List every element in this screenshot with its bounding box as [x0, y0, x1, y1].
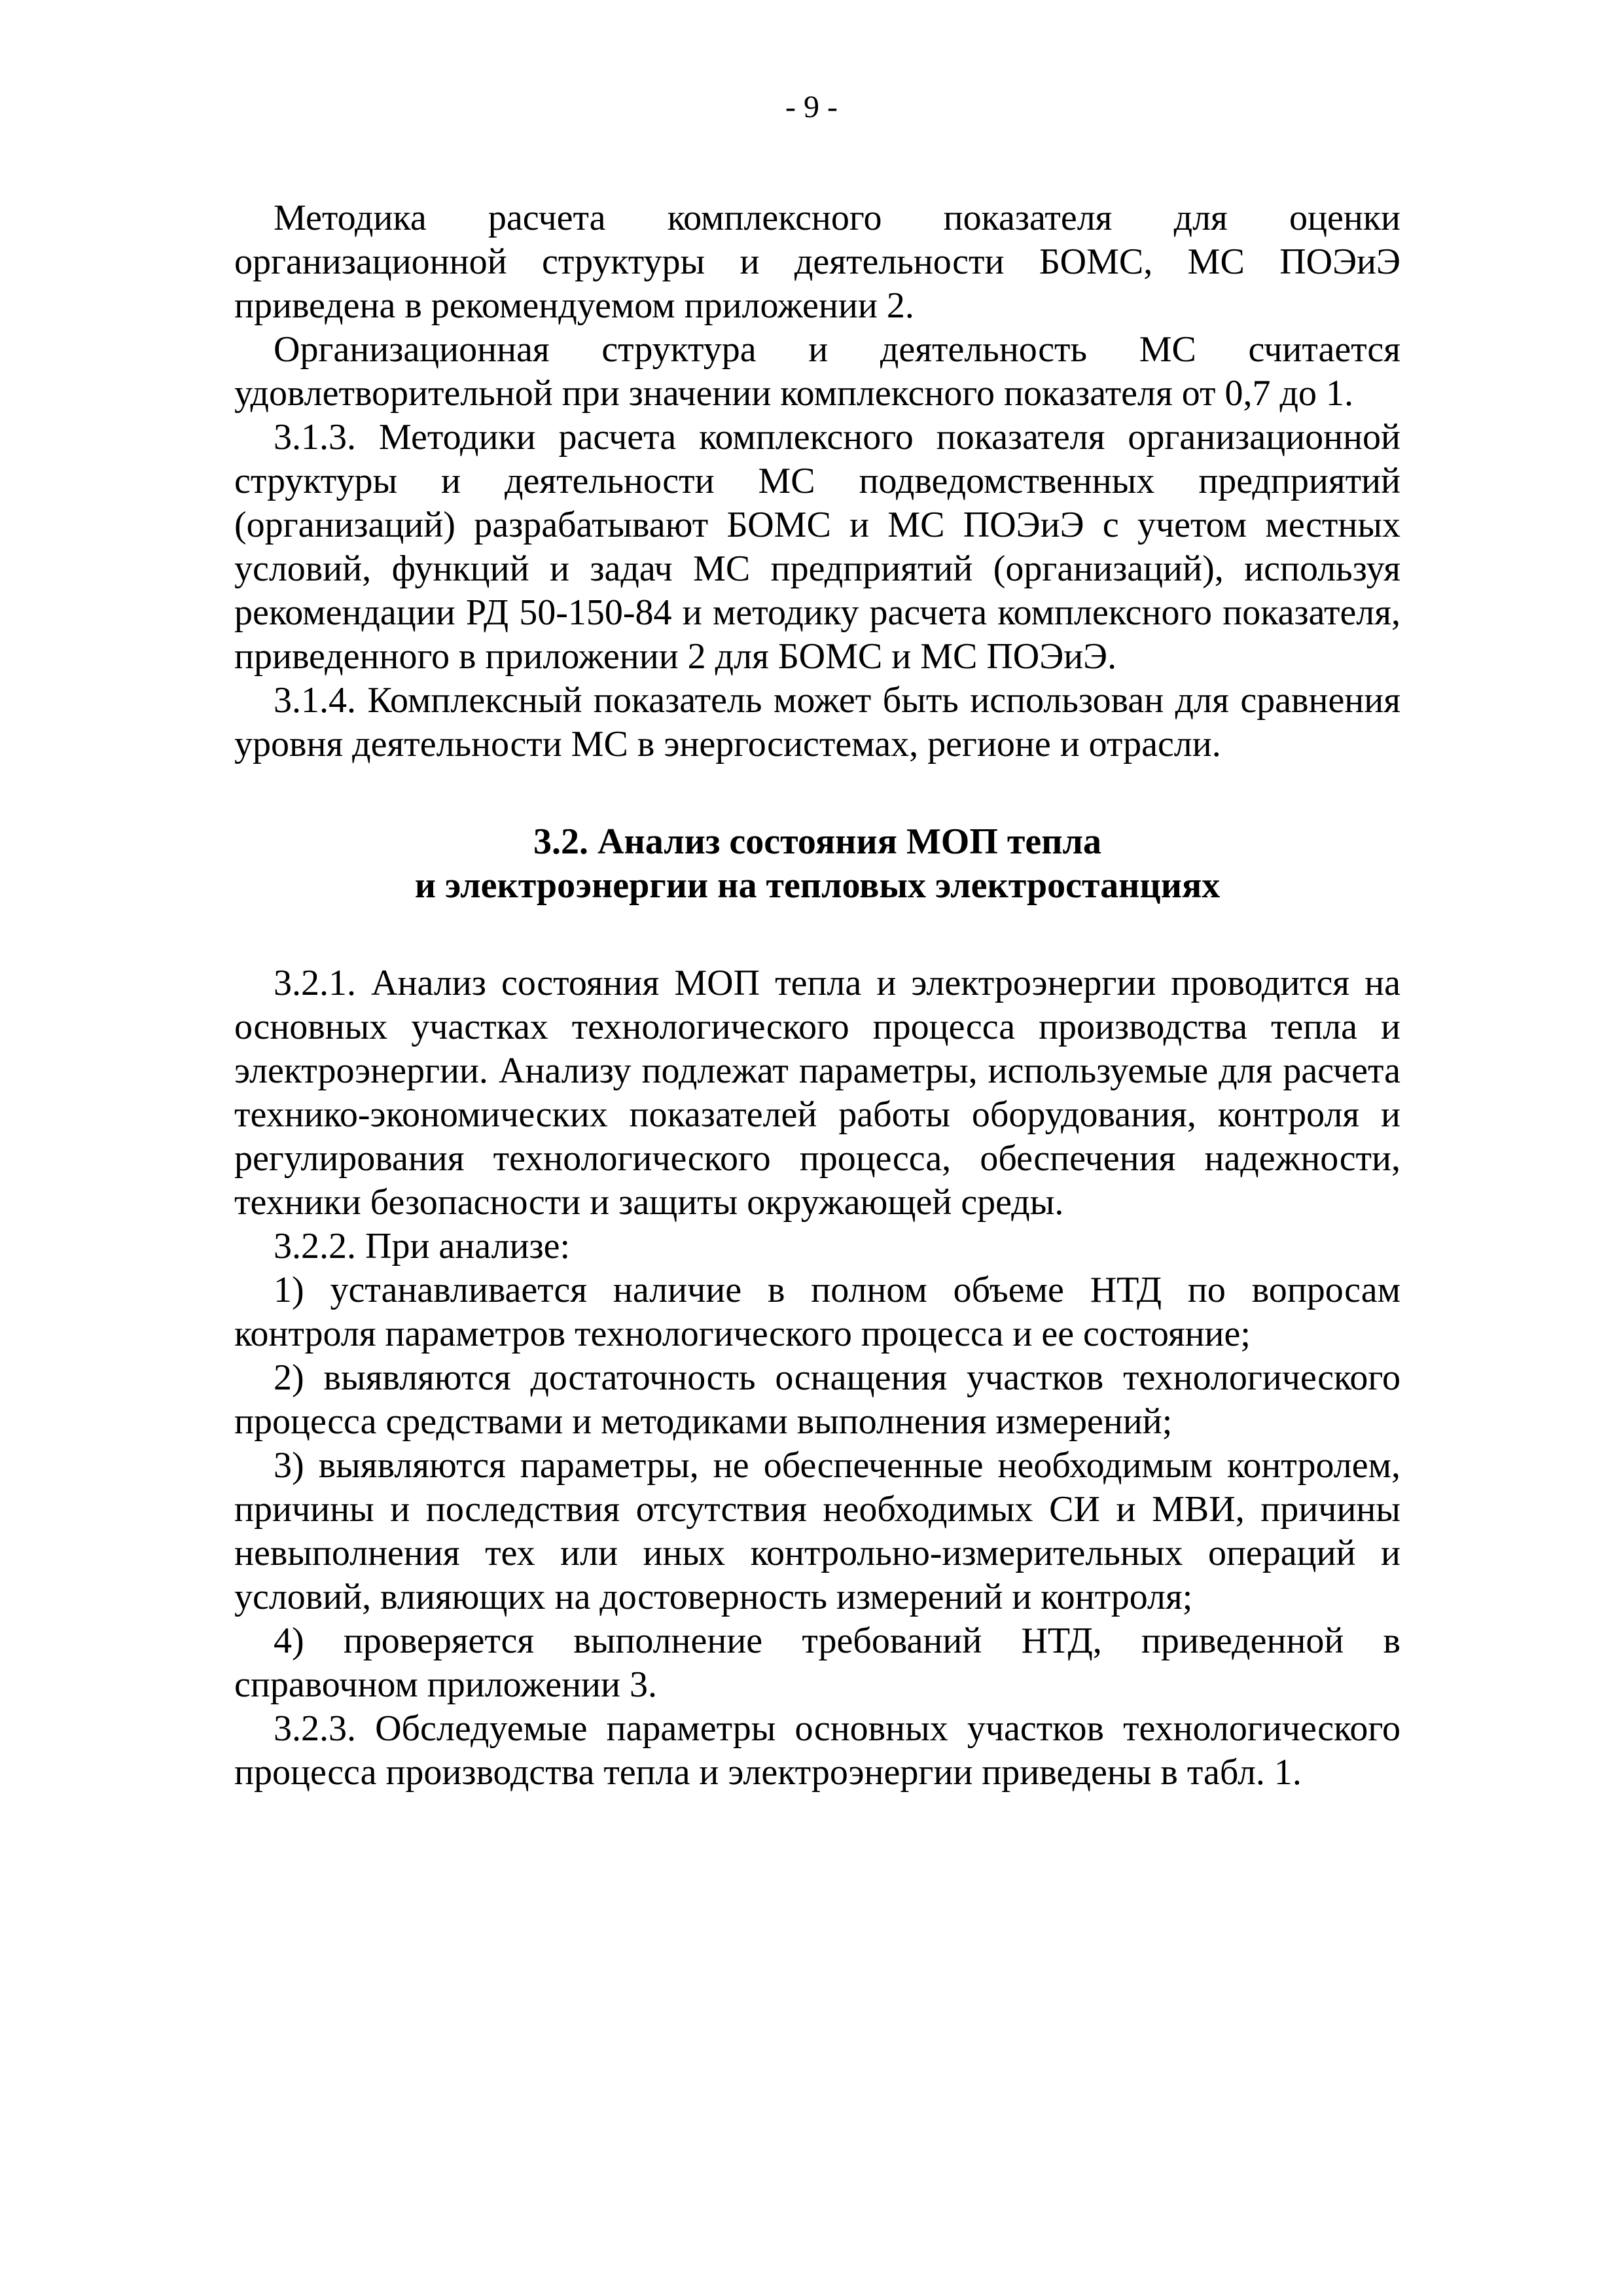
- document-body: [234, 196, 1400, 1795]
- paragraph-3-2-3: 3.2.3. Обследуемые параметры основных участков технологического процесса производства тепла и электроэнергии приведены в табл. 1.: [234, 1708, 1400, 1793]
- list-item-3: 3) выявляются параметры, не обеспеченные необходимым контролем, причины и последствия отсутствия необходимых СИ и МВИ, причины невыполнения тех или иных контрольно-измерительных операций и условий, влияющих на достоверность измерений и контроля;: [234, 1445, 1400, 1617]
- paragraph-3-1-4: 3.1.4. Комплексный показатель может быть использован для сравнения уровня деятельности МС в энергосистемах, регионе и отрасли.: [234, 680, 1400, 764]
- heading-spacer: [234, 908, 1400, 961]
- list-item-4: 4) проверяется выполнение требований НТД, приведенной в справочном приложении 3.: [234, 1621, 1400, 1705]
- paragraph-3-2-2: 3.2.2. При анализе:: [274, 1226, 571, 1266]
- paragraph-satisfactory: Организационная структура и деятельность МС считается удовлетворительной при значении комплексного показателя от 0,7 до 1.: [234, 329, 1400, 414]
- list-item-2: 2) выявляются достаточность оснащения участков технологического процесса средствами и методиками выполнения измерений;: [234, 1357, 1400, 1442]
- section-heading: [234, 820, 1400, 908]
- paragraph-3-2-1: 3.2.1. Анализ состояния МОП тепла и электроэнергии проводится на основных участках технологического процесса производства тепла и электроэнергии. Анализу подлежат параметры, используемые для расчета технико-экономических показателей работы оборудования, контроля и регулирования технологического процесса, обеспечения надежности, техники безопасности и защиты окружающей среды.: [234, 963, 1400, 1223]
- list-item-1: 1) устанавливается наличие в полном объеме НТД по вопросам контроля параметров технологического процесса и ее состояние;: [234, 1270, 1400, 1354]
- section-heading-line-1: 3.2. Анализ состояния МОП тепла: [533, 821, 1101, 862]
- section-heading-line-2: и электроэнергии на тепловых электростанциях: [414, 865, 1221, 906]
- paragraph-methodology: Методика расчета комплексного показателя для оценки организационной структуры и деятельности БОМС, МС ПОЭиЭ приведена в рекомендуемом приложении 2.: [234, 198, 1400, 326]
- page-number: - 9 -: [785, 90, 838, 124]
- paragraph-3-1-3: 3.1.3. Методики расчета комплексного показателя организационной структуры и деятельности МС подведомственных предприятий (организаций) разрабатывают БОМС и МС ПОЭиЭ с учетом местных условий, функций и задач МС предприятий (организаций), используя рекомендации РД 50-150-84 и методику расчета комплексного показателя, приведенного в приложении 2 для БОМС и МС ПОЭиЭ.: [234, 417, 1400, 677]
